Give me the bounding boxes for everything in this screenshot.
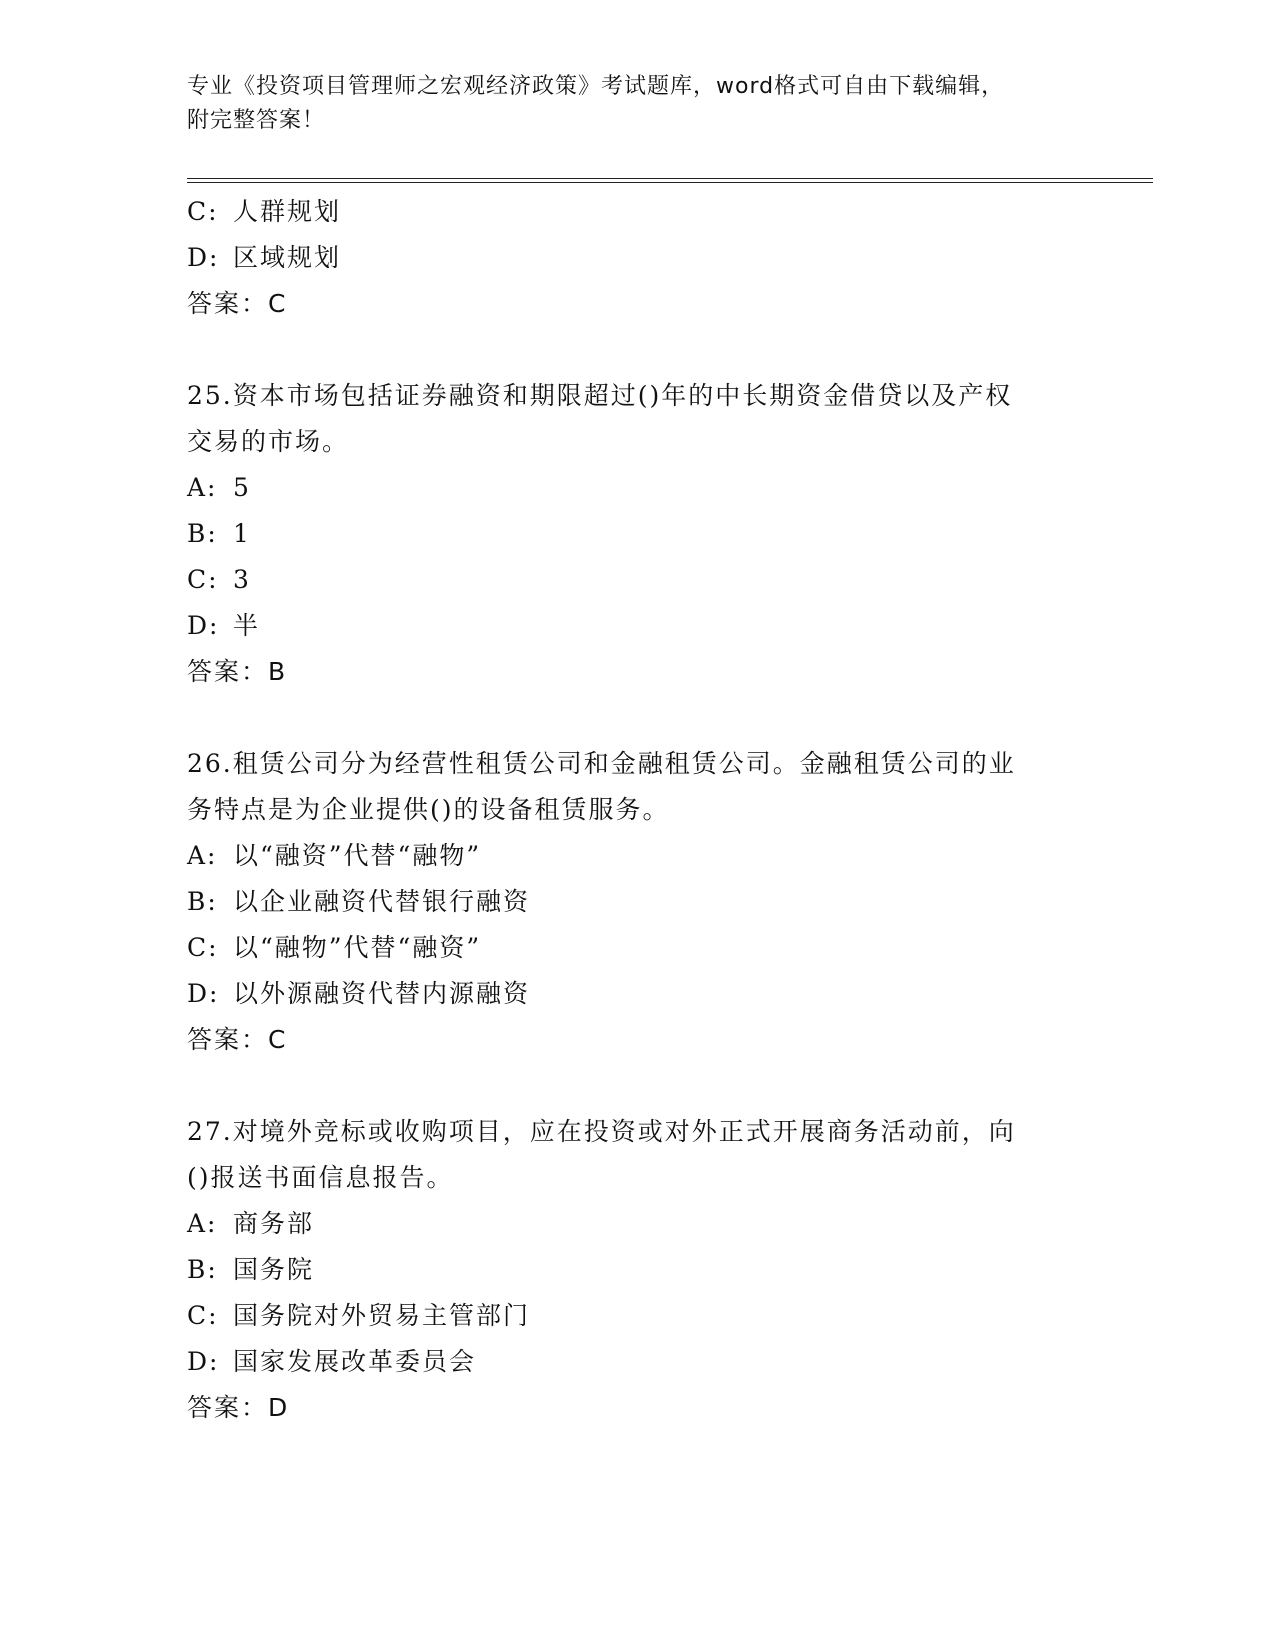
option-letter: D: (187, 979, 220, 1008)
option-letter: B: (187, 519, 218, 548)
option-letter: D: (187, 611, 220, 640)
option-letter: C: (187, 197, 219, 226)
option-d (187, 1339, 1067, 1385)
option-d (187, 603, 1067, 649)
header-line-2: 附完整答案！ (187, 108, 326, 133)
question-stem-line-1: 25.资本市场包括证券融资和期限超过()年的中长期资金借贷以及产权 (187, 381, 1013, 410)
option-c (187, 925, 1067, 971)
question-stem-line-2: ()报送书面信息报告。 (187, 1163, 454, 1192)
option-text: 国务院 (233, 1255, 315, 1284)
option-d (187, 971, 1067, 1017)
option-text: 国务院对外贸易主管部门 (233, 1301, 531, 1330)
option-text: 国家发展改革委员会 (233, 1347, 477, 1376)
option-letter: B: (187, 887, 218, 916)
header-line-1: 专业《投资项目管理师之宏观经济政策》考试题库，word格式可自由下载编辑， (187, 74, 1005, 99)
option-letter: A: (187, 473, 218, 502)
option-letter: C: (187, 933, 219, 962)
option-text: 以外源融资代替内源融资 (233, 979, 531, 1008)
option-text: 以“融资”代替“融物” (233, 841, 482, 870)
header-divider-bottom (187, 182, 1153, 183)
option-text: 以“融物”代替“融资” (233, 933, 482, 962)
question-stem-line-1: 26.租赁公司分为经营性租赁公司和金融租赁公司。金融租赁公司的业 (187, 749, 1016, 778)
question-block-26 (187, 741, 1067, 1063)
option-letter: C: (187, 1301, 219, 1330)
option-b (187, 1247, 1067, 1293)
question-stem-line-2: 务特点是为企业提供()的设备租赁服务。 (187, 795, 670, 824)
option-letter: A: (187, 1209, 218, 1238)
option-c (187, 557, 1067, 603)
option-text: 1 (233, 519, 251, 548)
answer-line: 答案：B (187, 657, 288, 686)
question-block-27 (187, 1109, 1067, 1431)
option-a (187, 465, 1067, 511)
option-b (187, 879, 1067, 925)
question-list (187, 189, 1067, 1431)
option-letter: D: (187, 1347, 220, 1376)
answer-line: 答案：C (187, 1025, 288, 1054)
option-text: 商务部 (233, 1209, 315, 1238)
header-divider-top (187, 178, 1153, 179)
spacer (187, 695, 1067, 741)
question-stem-line-1: 27.对境外竞标或收购项目，应在投资或对外正式开展商务活动前，向 (187, 1117, 1016, 1146)
option-text: 半 (233, 611, 261, 640)
option-b (187, 511, 1067, 557)
option-letter: C: (187, 565, 219, 594)
option-a (187, 833, 1067, 879)
answer-line: 答案：C (187, 289, 288, 318)
option-letter: A: (187, 841, 218, 870)
spacer (187, 327, 1067, 373)
option-d (187, 235, 1067, 281)
option-c (187, 1293, 1067, 1339)
option-c (187, 189, 1067, 235)
option-a (187, 1201, 1067, 1247)
option-letter: D: (187, 243, 220, 272)
question-block-25 (187, 373, 1067, 695)
option-text: 3 (233, 565, 251, 594)
question-stem-line-2: 交易的市场。 (187, 427, 350, 456)
option-text: 以企业融资代替银行融资 (233, 887, 531, 916)
spacer (187, 1063, 1067, 1109)
option-text: 区域规划 (233, 243, 342, 272)
option-text: 人群规划 (233, 197, 342, 226)
question-block-continued (187, 189, 1067, 327)
option-text: 5 (233, 473, 251, 502)
option-letter: B: (187, 1255, 218, 1284)
answer-line: 答案：D (187, 1393, 290, 1422)
document-header (187, 70, 1067, 138)
